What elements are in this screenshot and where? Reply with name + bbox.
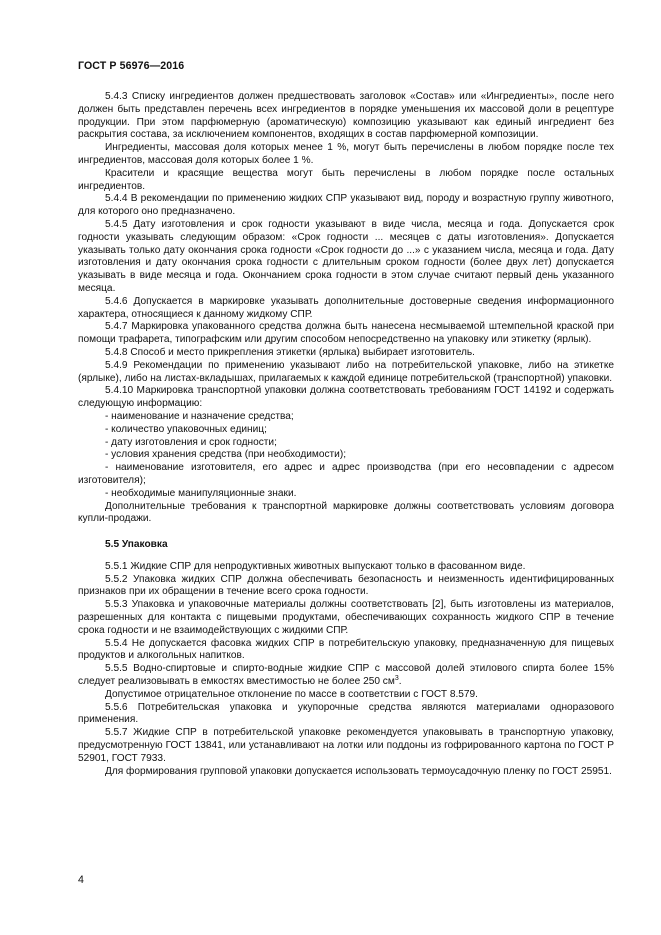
- document-body: [78, 91, 614, 778]
- paragraph-ingredients-order: Ингредиенты, массовая доля которых менее 1 %, могут быть перечислены в любом порядке после тех ингредиентов, массовая доля которых более 1 %.: [78, 142, 614, 166]
- paragraph-5-5-3: 5.5.3 Упаковка и упаковочные материалы должны соответствовать [2], быть изготовлены из материалов, разрешенных для контакта с пищевыми продуктами, обеспечивающих сохранность жидкого СПР в течение срока годности и не взаимодействующих с жидкими СПР.: [78, 599, 614, 636]
- paragraph-5-5-7: 5.5.7 Жидкие СПР в потребительской упаковке рекомендуется упаковывать в транспортную упаковку, предусмотренную ГОСТ 13841, или устанавливают на лотки или поддоны из гофрированного картона по ГОСТ Р 52901, ГОСТ 7933.: [78, 727, 614, 764]
- paragraph-5-4-8: 5.4.8 Способ и место прикрепления этикетки (ярлыка) выбирает изготовитель.: [105, 346, 475, 358]
- paragraph-5-5-6: 5.5.6 Потребительская упаковка и укупорочные средства являются материалами одноразового применения.: [78, 701, 614, 726]
- paragraph-5-5-5: [78, 663, 614, 689]
- list-item: - наименование изготовителя, его адрес и адрес производства (при его несовпадении с адресом изготовителя);: [78, 462, 614, 486]
- paragraph-5-4-6: 5.4.6 Допускается в маркировке указывать дополнительные достоверные сведения информационного характера, относящиеся к данному жидкому СПР.: [78, 295, 614, 320]
- paragraph-5-5-5-text: 5.5.5 Водно-спиртовые и спирто-водные жидкие СПР с массовой долей этилового спирта более 15% следует реализовывать в емкостях вместимостью не более 250 см: [78, 663, 614, 688]
- document-header: ГОСТ Р 56976—2016: [78, 60, 185, 72]
- paragraph-mass-deviation: Допустимое отрицательное отклонение по массе в соответствии с ГОСТ 8.579.: [105, 688, 478, 700]
- paragraph-dyes: Красители и красящие вещества могут быть перечислены в любом порядке после остальных ингредиентов.: [78, 167, 614, 192]
- page-number: 4: [78, 874, 84, 886]
- paragraph-5-4-5: 5.4.5 Дату изготовления и срок годности указывают в виде числа, месяца и года. Допускается срок годности указывать следующим образом: «Срок годности ... месяцев с даты изготовления». Допускается указывать только дату окончания срока годности «Срок годности до ...» с указанием числа, месяца и года. Дату изготовления и дату окончания срока годности с длительным сроком годности (более двух лет) допускается указывать в виде месяца и года. Окончанием срока годности в этом случае считают первый день указанного месяца.: [78, 218, 614, 294]
- list-item: - необходимые манипуляционные знаки.: [105, 487, 297, 499]
- superscript-3: 3: [394, 675, 399, 683]
- paragraph-5-4-3: 5.4.3 Списку ингредиентов должен предшествовать заголовок «Состав» или «Ингредиенты», после него должен быть представлен перечень всех ингредиентов в порядке уменьшения их массовой доли в рецептуре продукции. При этом парфюмерную (ароматическую) композицию указывают как единый ингредиент без раскрытия состава, за исключением компонентов, входящих в состав парфюмерной композиции.: [78, 91, 614, 141]
- section-heading-5-5: 5.5 Упаковка: [105, 539, 168, 551]
- list-item: - дату изготовления и срок годности;: [105, 436, 277, 448]
- paragraph-5-4-9: 5.4.9 Рекомендации по применению указывают либо на потребительской упаковке, либо на этикетке (ярлыке), либо на листах-вкладышах, прилагаемых к каждой единице потребительской (транспортной) упаковки.: [78, 359, 614, 384]
- paragraph-additional-requirements: Дополнительные требования к транспортной маркировке должны соответствовать условиям договора купли-продажи.: [78, 500, 614, 525]
- paragraph-5-5-5-end: .: [398, 676, 402, 688]
- paragraph-5-5-4: 5.5.4 Не допускается фасовка жидких СПР в потребительскую упаковку, предназначенную для пищевых продуктов и алкогольных напитков.: [78, 637, 614, 662]
- paragraph-5-5-2: 5.5.2 Упаковка жидких СПР должна обеспечивать безопасность и неизменность идентифицированных признаков при их обращении в течение всего срока годности.: [78, 573, 614, 598]
- list-item: - наименование и назначение средства;: [105, 410, 294, 422]
- paragraph-5-5-1: 5.5.1 Жидкие СПР для непродуктивных животных выпускают только в фасованном виде.: [105, 560, 526, 572]
- list-item: - условия хранения средства (при необходимости);: [105, 449, 347, 461]
- paragraph-group-packaging: Для формирования групповой упаковки допускается использовать термоусадочную пленку по ГОСТ 25951.: [105, 765, 612, 777]
- paragraph-5-4-7: 5.4.7 Маркировка упакованного средства должна быть нанесена несмываемой штемпельной краской при помощи трафарета, типографским или другим способом непосредственно на упаковку или этикетку (ярлык).: [78, 321, 614, 346]
- paragraph-5-4-10: 5.4.10 Маркировка транспортной упаковки должна соответствовать требованиям ГОСТ 14192 и содержать следующую информацию:: [78, 385, 614, 410]
- paragraph-5-4-4: 5.4.4 В рекомендации по применению жидких СПР указывают вид, породу и возрастную группу животного, для которого оно предназначено.: [78, 193, 614, 218]
- list-item: - количество упаковочных единиц;: [105, 423, 267, 435]
